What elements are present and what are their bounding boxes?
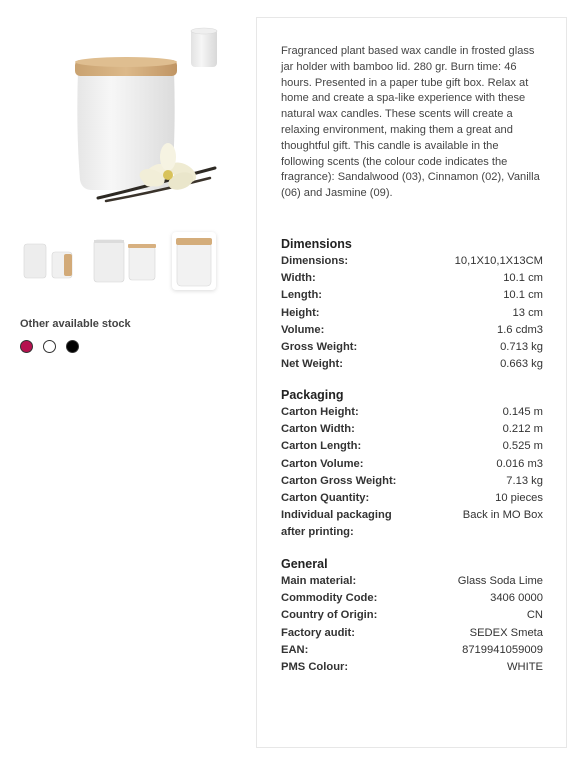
spec-value: 7.13 kg bbox=[506, 474, 543, 487]
spec-row bbox=[281, 339, 543, 356]
spec-value: 10.1 cm bbox=[503, 272, 543, 285]
general-section bbox=[281, 556, 543, 676]
spec-value: 0.525 m bbox=[502, 440, 543, 453]
dimensions-heading: Dimensions bbox=[281, 237, 352, 251]
spec-label: Length: bbox=[281, 289, 323, 302]
spec-row bbox=[281, 253, 543, 270]
spec-row bbox=[281, 573, 543, 590]
spec-value: 10,1X10,1X13CM bbox=[454, 255, 543, 267]
spec-label: Dimensions: bbox=[281, 255, 349, 267]
spec-label: Carton Length: bbox=[281, 440, 362, 453]
spec-value: 8719941059009 bbox=[462, 643, 543, 656]
spec-row bbox=[281, 438, 543, 455]
spec-label: Factory audit: bbox=[281, 626, 355, 639]
product-info-panel bbox=[256, 17, 567, 748]
spec-value: 13 cm bbox=[512, 306, 543, 319]
packaging-section bbox=[281, 387, 543, 542]
spec-value: Glass Soda Lime bbox=[457, 575, 543, 587]
spec-row bbox=[281, 490, 543, 507]
dimensions-section bbox=[281, 236, 543, 373]
spec-value: 0.016 m3 bbox=[496, 457, 543, 470]
spec-label: Gross Weight: bbox=[281, 341, 358, 354]
spec-row bbox=[281, 404, 543, 421]
spec-label: Carton Height: bbox=[281, 406, 359, 418]
other-stock-title: Other available stock bbox=[20, 318, 131, 330]
spec-value: WHITE bbox=[506, 661, 543, 674]
spec-row bbox=[281, 287, 543, 304]
candle-with-bamboo-lid-and-vanilla-flower-icon[interactable] bbox=[60, 20, 230, 215]
spec-value: 0.663 kg bbox=[500, 358, 543, 371]
spec-label: EAN: bbox=[281, 643, 309, 656]
spec-value: 10 pieces bbox=[495, 492, 543, 505]
color-swatches bbox=[20, 340, 79, 353]
spec-value: 10.1 cm bbox=[503, 289, 543, 302]
spec-label: Width: bbox=[281, 272, 316, 285]
spec-row bbox=[281, 322, 543, 339]
product-gallery bbox=[0, 0, 240, 767]
spec-row bbox=[281, 642, 543, 659]
general-heading: General bbox=[281, 557, 328, 571]
spec-label: Commodity Code: bbox=[281, 592, 378, 605]
spec-label: Carton Quantity: bbox=[281, 492, 370, 505]
spec-value: 0.713 kg bbox=[500, 341, 543, 354]
spec-label: Country of Origin: bbox=[281, 609, 378, 622]
spec-value: 0.145 m bbox=[502, 406, 543, 418]
candle-front-icon[interactable] bbox=[126, 232, 158, 290]
candle-with-lid-side-icon[interactable] bbox=[172, 232, 216, 290]
spec-value: 1.6 cdm3 bbox=[496, 323, 543, 336]
spec-row bbox=[281, 659, 543, 676]
spec-row bbox=[281, 421, 543, 438]
spec-row bbox=[281, 270, 543, 287]
swatch-magenta[interactable] bbox=[20, 340, 33, 353]
spec-label: Carton Width: bbox=[281, 423, 355, 436]
candle-and-lid-pair-icon[interactable] bbox=[20, 232, 76, 290]
spec-label: Main material: bbox=[281, 575, 357, 587]
spec-value: 3406 0000 bbox=[490, 592, 543, 605]
spec-value: 0.212 m bbox=[502, 423, 543, 436]
packaging-heading: Packaging bbox=[281, 388, 344, 402]
spec-row bbox=[281, 625, 543, 642]
spec-value: Back in MO Box bbox=[462, 509, 543, 522]
spec-row bbox=[281, 590, 543, 607]
spec-label: PMS Colour: bbox=[281, 661, 349, 674]
spec-label: Net Weight: bbox=[281, 358, 343, 371]
spec-value: SEDEX Smeta bbox=[469, 626, 543, 639]
spec-label: Carton Volume: bbox=[281, 457, 364, 470]
spec-row bbox=[281, 305, 543, 322]
swatch-white[interactable] bbox=[43, 340, 56, 353]
spec-row bbox=[281, 456, 543, 473]
swatch-black[interactable] bbox=[66, 340, 79, 353]
spec-label: Carton Gross Weight: bbox=[281, 474, 397, 487]
spec-label: Height: bbox=[281, 306, 320, 319]
spec-label: Individual packaging after printing: bbox=[281, 509, 392, 539]
thumbnail-strip bbox=[20, 232, 220, 290]
spec-row bbox=[281, 507, 543, 541]
spec-value: CN bbox=[526, 609, 543, 622]
spec-row bbox=[281, 473, 543, 490]
spec-row bbox=[281, 607, 543, 624]
spec-row bbox=[281, 356, 543, 373]
spec-label: Volume: bbox=[281, 323, 325, 336]
product-description: Fragranced plant based wax candle in frosted glass jar holder with bamboo lid. 280 gr. Burn time: 46 hours. Presented in a paper tube gift box. Relax at home and create a spa-like experience with these natural wax candles. These scents will create a relaxing environment, making them a great and thoughtful gift. This candle is available in the following scents (the colour code indicates the fragrance): Sandalwood (03), Cinnamon (02), Vanilla (06) and Jasmine (09). bbox=[281, 45, 540, 200]
